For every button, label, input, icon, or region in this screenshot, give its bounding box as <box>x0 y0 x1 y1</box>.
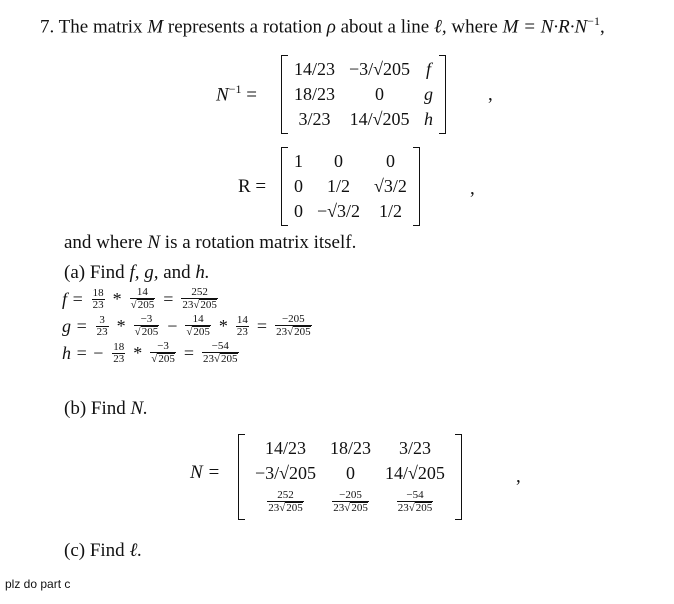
r-cell: 0 <box>294 201 303 221</box>
ninv-cell: g <box>424 84 434 104</box>
n-cell: 14/√205 <box>385 463 445 483</box>
inverse-superscript: −1 <box>587 14 600 28</box>
solution-h: h = − $\frac{18}{23}$ * $\frac{-3}{√205}$ = $\frac{-54}{23√205}$ <box>62 340 238 365</box>
n-cell: −3/√205 <box>255 463 317 483</box>
r-cell: 1 <box>294 151 303 171</box>
statement-text: about a line <box>340 16 430 38</box>
statement-text: The matrix <box>58 16 143 38</box>
ninv-cell: f <box>426 59 432 79</box>
ninv-matrix <box>281 55 446 134</box>
r-cell: −√3/2 <box>317 201 361 221</box>
n-label: N = <box>190 462 221 483</box>
ninv-cell: −3/√205 <box>349 59 411 79</box>
r-label: R = <box>238 176 267 197</box>
matrix-m: M <box>147 16 164 38</box>
ninv-cell: 3/23 <box>298 109 331 129</box>
problem-number: 7. <box>40 16 55 38</box>
n-cell: $\frac{252}{23√205}$ <box>268 489 303 514</box>
r-cell: 0 <box>334 151 344 171</box>
ninv-tail: , <box>488 84 493 105</box>
main-equation: M = N·R·N <box>502 16 588 38</box>
part-b-heading: (b) Find N. <box>64 398 148 419</box>
ninv-cell: 0 <box>375 84 385 104</box>
solution-f: f = $\frac{18}{23}$ * $\frac{14}{√205}$ = $\frac{252}{23√205}$ <box>62 286 217 311</box>
n-matrix <box>238 434 462 520</box>
r-cell: 1/2 <box>327 176 351 196</box>
n-cell: $\frac{-205}{23√205}$ <box>333 489 368 514</box>
n-cell: 0 <box>346 463 356 483</box>
n-cell: 3/23 <box>398 438 431 458</box>
r-cell: 0 <box>294 176 303 196</box>
and-where-line: and where N is a rotation matrix itself. <box>64 232 357 253</box>
r-cell: √3/2 <box>374 176 407 196</box>
ninv-label: $N^{-1}$ = <box>216 82 257 106</box>
ninv-cell: 18/23 <box>294 84 336 104</box>
rho-symbol: ρ <box>326 16 336 38</box>
r-matrix <box>281 147 420 226</box>
solution-g: g = $\frac{3}{23}$ * $\frac{-3}{√205}$ − $\frac{14}{√205}$ * $\frac{14}{23}$ = $\frac{-205}{23√205}$ <box>62 313 311 338</box>
n-cell: $\frac{-54}{23√205}$ <box>397 489 433 514</box>
part-c-heading: (c) Find ℓ. <box>64 540 143 561</box>
n-cell: 14/23 <box>265 438 307 458</box>
ninv-cell: h <box>424 109 434 129</box>
user-comment: plz do part c <box>5 577 71 591</box>
statement-text: where <box>451 16 498 38</box>
r-cell: 0 <box>385 151 395 171</box>
statement-text: represents a rotation <box>167 16 322 38</box>
r-cell: 1/2 <box>378 201 402 221</box>
ninv-cell: 14/23 <box>294 59 336 79</box>
part-a-heading: (a) Find f, g, and h. <box>64 262 210 283</box>
ninv-cell: 14/√205 <box>349 109 410 129</box>
statement-tail: , <box>599 16 605 38</box>
n-tail: , <box>516 466 521 487</box>
r-tail: , <box>470 178 475 199</box>
ell-symbol: ℓ, <box>433 16 447 38</box>
problem-statement <box>40 14 605 38</box>
n-cell: 18/23 <box>330 438 372 458</box>
